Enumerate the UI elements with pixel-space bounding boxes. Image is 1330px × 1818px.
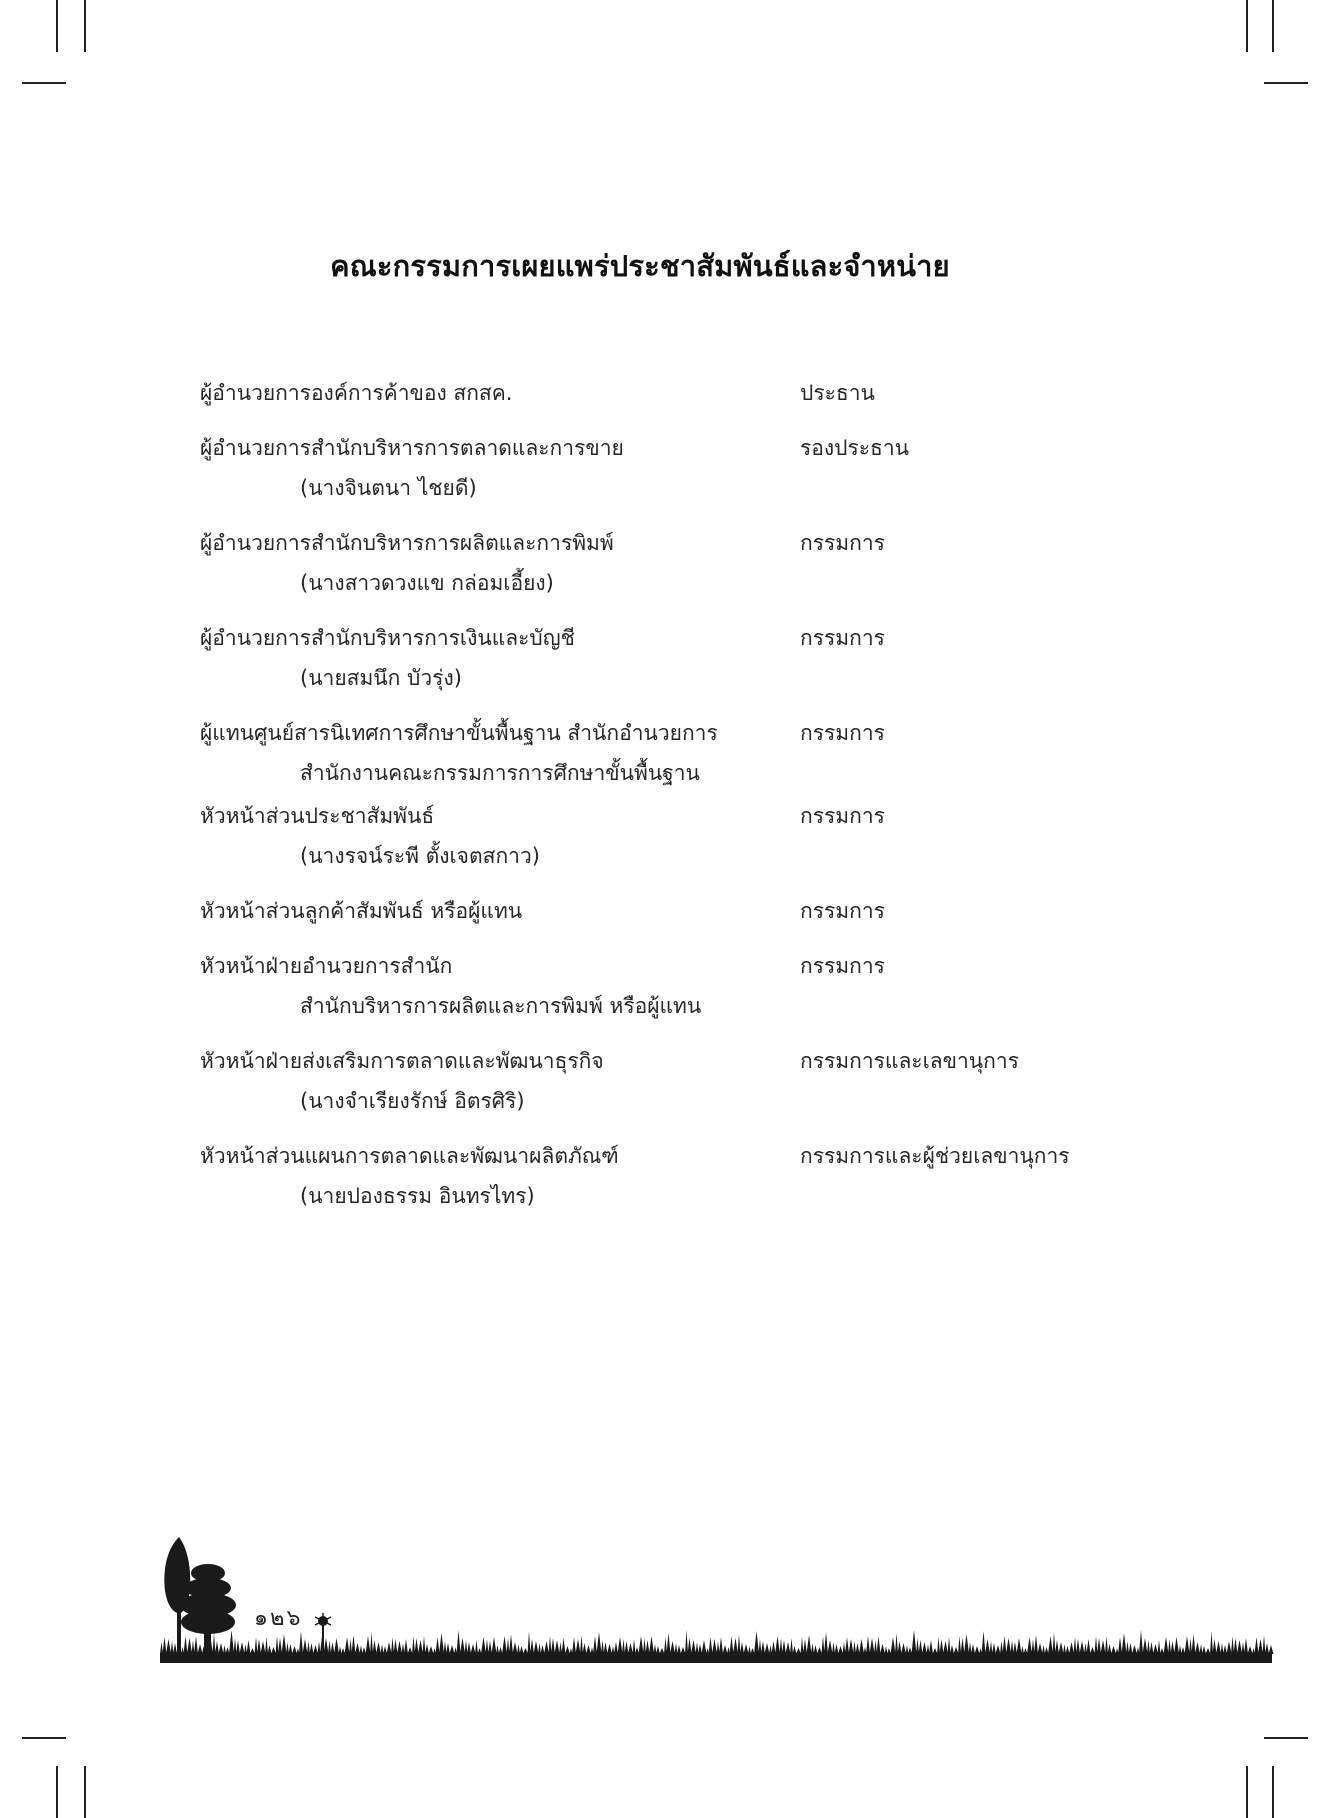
- page-title: คณะกรรมการเผยแพร่ประชาสัมพันธ์และจำหน่าย: [330, 249, 950, 283]
- committee-entry: [200, 428, 1200, 508]
- entry-position: ผู้อำนวยการสำนักบริหารการผลิตและการพิมพ์: [200, 531, 614, 555]
- entry-detail: (นางจำเรียงรักษ์ อิตรศิริ): [300, 1089, 525, 1113]
- entry-detail: (นายสมนึก บัวรุ่ง): [300, 666, 462, 690]
- crop-mark: [1246, 0, 1248, 52]
- committee-entry: [200, 618, 1200, 698]
- crop-mark: [1264, 82, 1308, 84]
- committee-entry: [200, 1136, 1200, 1216]
- crop-mark: [56, 0, 58, 52]
- crop-mark: [22, 1737, 66, 1739]
- entry-position: ผู้แทนศูนย์สารนิเทศการศึกษาขั้นพื้นฐาน สำนักอำนวยการ: [200, 721, 718, 745]
- entry-detail: สำนักบริหารการผลิตและการพิมพ์ หรือผู้แทน: [300, 994, 702, 1018]
- entry-role: รองประธาน: [800, 436, 909, 460]
- crop-mark: [84, 1766, 86, 1818]
- entry-role: ประธาน: [800, 381, 875, 405]
- entry-role: กรรมการ: [800, 954, 885, 978]
- crop-mark: [1246, 1766, 1248, 1818]
- tree-grass-silhouette: [155, 1535, 1275, 1665]
- crop-mark: [22, 82, 66, 84]
- entry-position: ผู้อำนวยการสำนักบริหารการเงินและบัญชี: [200, 626, 575, 650]
- entry-role: กรรมการและเลขานุการ: [800, 1049, 1019, 1073]
- entry-position: หัวหน้าส่วนลูกค้าสัมพันธ์ หรือผู้แทน: [200, 899, 523, 923]
- committee-entry: [200, 946, 1200, 1026]
- entry-role: กรรมการและผู้ช่วยเลขานุการ: [800, 1144, 1070, 1168]
- committee-entry: [200, 891, 1200, 931]
- committee-entry: [200, 796, 1200, 876]
- page-number: ๑๒๖: [254, 1606, 303, 1631]
- entry-detail: สำนักงานคณะกรรมการการศึกษาขั้นพื้นฐาน: [300, 761, 700, 785]
- crop-mark: [1272, 1766, 1274, 1818]
- crop-mark: [84, 0, 86, 52]
- entry-position: หัวหน้าส่วนแผนการตลาดและพัฒนาผลิตภัณฑ์: [200, 1144, 619, 1168]
- crop-mark: [1264, 1737, 1308, 1739]
- entry-detail: (นายปองธรรม อินทรไทร): [300, 1184, 535, 1208]
- entry-position: หัวหน้าฝ่ายอำนวยการสำนัก: [200, 954, 453, 978]
- entry-role: กรรมการ: [800, 804, 885, 828]
- entry-detail: (นางจินตนา ไชยดี): [300, 476, 477, 500]
- entry-position: หัวหน้าส่วนประชาสัมพันธ์: [200, 804, 435, 828]
- entry-role: กรรมการ: [800, 899, 885, 923]
- committee-list: [200, 373, 1200, 1231]
- committee-entry: [200, 1041, 1200, 1121]
- committee-entry: [200, 523, 1200, 603]
- committee-entry: [200, 713, 1200, 793]
- entry-detail: (นางรจน์ระพี ตั้งเจตสกาว): [300, 844, 540, 868]
- entry-detail: (นางสาวดวงแข กล่อมเอี้ยง): [300, 571, 554, 595]
- entry-position: ผู้อำนวยการองค์การค้าของ สกสค.: [200, 381, 513, 405]
- entry-role: กรรมการ: [800, 531, 885, 555]
- crop-mark: [1272, 0, 1274, 52]
- committee-entry: [200, 373, 1200, 413]
- entry-position: ผู้อำนวยการสำนักบริหารการตลาดและการขาย: [200, 436, 624, 460]
- entry-role: กรรมการ: [800, 626, 885, 650]
- crop-mark: [56, 1766, 58, 1818]
- entry-position: หัวหน้าฝ่ายส่งเสริมการตลาดและพัฒนาธุรกิจ: [200, 1049, 604, 1073]
- entry-role: กรรมการ: [800, 721, 885, 745]
